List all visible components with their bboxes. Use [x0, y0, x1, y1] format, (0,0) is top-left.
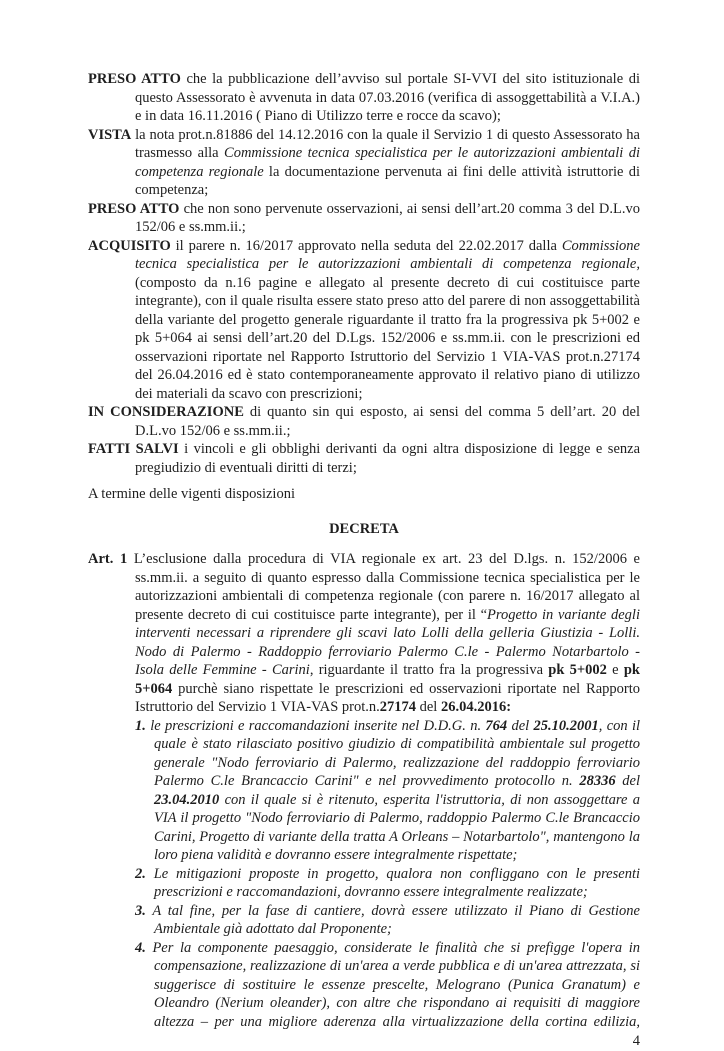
prescription-item-1 — [135, 717, 640, 865]
prescription-item-4 — [135, 939, 640, 1032]
prescription-text: le prescrizioni e raccomandazioni inserite nel D.D.G. n. 764 del 25.10.2001, con il quale è stato rilasciato positivo giudizio di compatibilità ambientale sul progetto generale "Nodo ferroviario di Palermo, realizzazione del raddoppio ferroviario Palermo C.le Brancaccio Carini" e nel provvedimento protocollo n. 28336 del 23.04.2010 con il quale si è ritenuto, esperita l'istruttoria, di non assoggettare a VIA il progetto "Nodo ferroviario di Palermo, raddoppio Palermo C.le Brancaccio Carini, Progetto di variante della tratta A Orleans – Notarbartolo", mantengono la loro piena validità e dovranno essere integralmente rispettate; — [150, 717, 641, 863]
recital-preso-atto-2 — [88, 200, 640, 237]
recital-text: che non sono pervenute osservazioni, ai sensi dell’art.20 comma 3 del D.L.vo 152/06 e ss.mm.ii.; — [135, 200, 640, 235]
prescription-number: 4. — [135, 939, 146, 956]
recital-keyword: PRESO ATTO — [88, 71, 181, 87]
prescription-item-3 — [135, 902, 640, 939]
recital-keyword: PRESO ATTO — [88, 200, 180, 217]
prescription-number: 2. — [135, 865, 146, 882]
recital-keyword: VISTA — [88, 126, 132, 143]
prescription-item-2 — [135, 865, 640, 902]
recital-text: di quanto sin qui esposto, ai sensi del comma 5 dell’art. 20 del D.L.vo 152/06 e ss.mm.ii.; — [135, 404, 640, 439]
article-1-paragraph — [88, 550, 640, 717]
prescription-number: 3. — [135, 902, 146, 919]
recital-vista — [88, 126, 640, 200]
decree-heading: DECRETA — [329, 520, 399, 537]
recital-keyword: IN CONSIDERAZIONE — [88, 404, 244, 420]
recital-text: la nota prot.n.81886 del 14.12.2016 con la quale il Servizio 1 di questo Assessorato ha trasmesso alla Commissione tecnica specialistica per le autorizzazioni ambientali di competenza regionale la documentazione pervenuta ai fini delle attività istruttorie di competenza; — [135, 126, 640, 198]
article-1-label: Art. 1 — [88, 551, 128, 567]
recital-in-considerazione — [88, 403, 640, 440]
recital-fatti-salvi — [88, 440, 640, 477]
prescriptions-list — [88, 717, 640, 1032]
prescription-text: A tal fine, per la fase di cantiere, dovrà essere utilizzato il Piano di Gestione Ambientale già adottato dal Proponente; — [152, 902, 640, 937]
page-number: 4 — [632, 1033, 640, 1049]
recital-text: il parere n. 16/2017 approvato nella seduta del 22.02.2017 dalla Commissione tecnica specialistica per le autorizzazioni ambientali di competenza regionale, (composto da n.16 pagine e allegato al presente decreto di cui costituisce parte integrante), con il quale risulta essere stato preso atto del parere di non assoggettabilità della variante del progetto generale riguardante il tratto fra la progressiva pk 5+002 e pk 5+064 ai sensi dell’art.20 del D.Lgs. 152/2006 e ss.mm.ii. con le prescrizioni ed osservazioni riportate nel Rapporto Istruttorio del Servizio 1 VIA-VAS prot.n.27174 del 26.04.2016 ed è stato contemporaneamente approvato il relativo piano di utilizzo dei materiali da scavo con prescrizioni; — [135, 237, 640, 402]
prescription-text: Le mitigazioni proposte in progetto, qualora non confliggano con le presenti prescrizioni e raccomandazioni, dovranno essere integralmente realizzate; — [153, 865, 641, 900]
recital-text: che la pubblicazione dell’avviso sul portale SI-VVI del sito istituzionale di questo Assessorato è avvenuta in data 07.03.2016 (verifica di assoggettabilità a V.I.A.) e in data 16.11.2016 ( Piano di Utilizzo terre e rocce da scavo); — [135, 71, 640, 124]
recital-keyword: ACQUISITO — [88, 237, 171, 254]
prescription-text: Per la componente paesaggio, considerate le finalità che si prefigge l'opera in compensazione, realizzazione di un'area a verde pubblica e di un'area attrezzata, si suggerisce di sostituire le essenze prescelte, Melograno (Punica Granatum) e Oleandro (Nerium oleander), con altre che rispondano ai requisiti di maggiore altezza – per una migliore aderenza alla virtualizzazione della cortina edilizia, — [152, 939, 641, 1030]
article-1-text: L’esclusione dalla procedura di VIA regionale ex art. 23 del D.lgs. n. 152/2006 e ss.mm.ii. a seguito di quanto espresso dalla Commissione tecnica specialistica per le autorizzazioni ambientali di competenza regionale (con parere n. 16/2017 allegato al presente decreto di cui costituisce parte integrante), per il “Progetto in variante degli interventi necessari a riprendere gli scavi lato Lolli della gelleria Giustizia - Lolli. Nodo di Palermo - Raddoppio ferroviario Palermo C.le - Palermo Notarbartolo - Isola delle Femmine - Carini, riguardante il tratto fra la progressiva pk 5+002 e pk 5+064 purchè siano rispettate le prescrizioni ed osservazioni riportate nel Rapporto Istruttorio del Servizio 1 VIA-VAS prot.n.27174 del 26.04.2016: — [133, 551, 640, 715]
recital-text: i vincoli e gli obblighi derivanti da ogni altra disposizione di legge e senza pregiudizio di eventuali diritti di terzi; — [135, 441, 641, 476]
recital-acquisito — [88, 237, 640, 404]
recital-keyword: FATTI SALVI — [88, 441, 179, 457]
prescription-number: 1. — [135, 717, 146, 734]
closing-formula: A termine delle vigenti disposizioni — [88, 486, 295, 502]
recital-preso-atto-1 — [88, 70, 640, 126]
